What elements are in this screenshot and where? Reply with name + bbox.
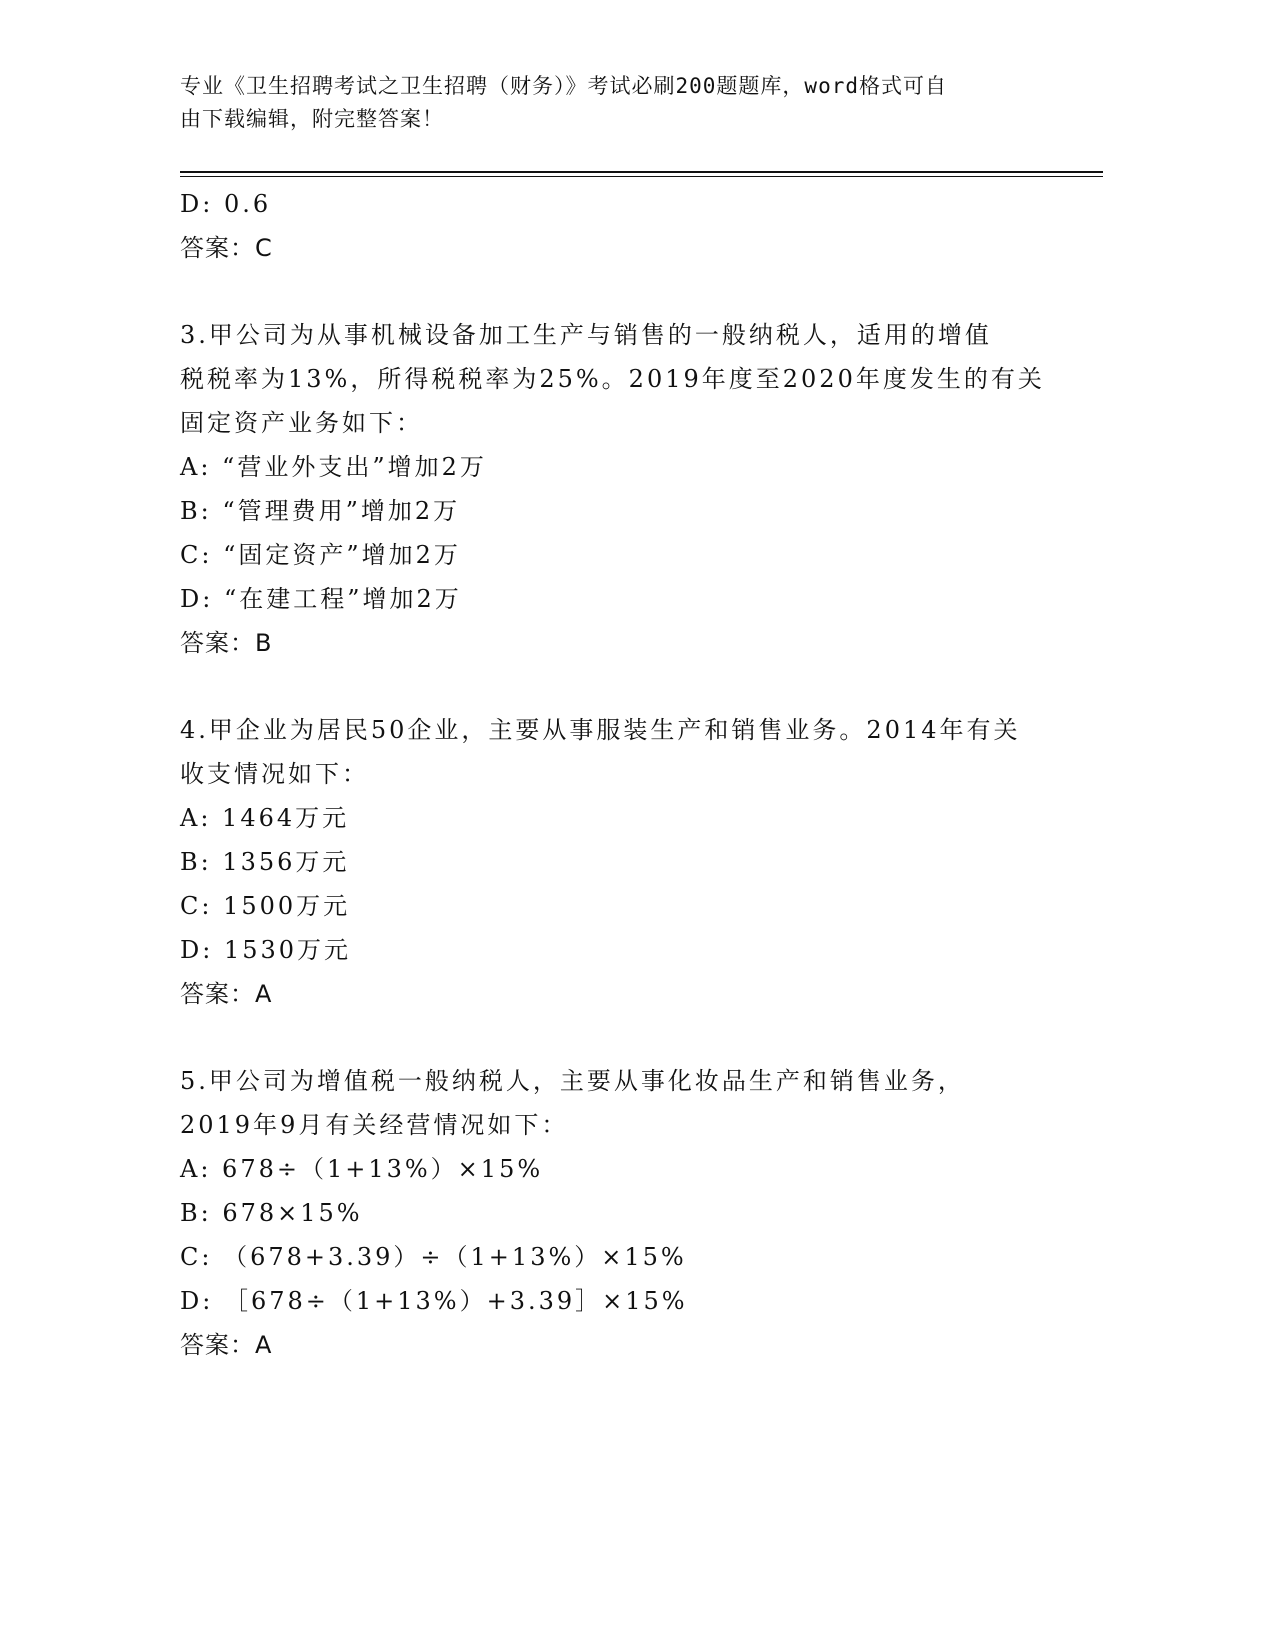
spacer (180, 665, 1060, 708)
question-stem-line: 固定资产业务如下： (180, 409, 423, 437)
question-stem-line: 5.甲公司为增值税一般纳税人，主要从事化妆品生产和销售业务， (180, 1067, 965, 1095)
question-4 (180, 708, 1060, 1016)
option-d: D: 1530万元 (180, 936, 352, 964)
option-d: D: 0.6 (180, 190, 272, 218)
option-c: C: 1500万元 (180, 892, 351, 920)
option-c: C: “固定资产”增加2万 (180, 541, 461, 569)
question-5 (180, 1059, 1060, 1367)
header-divider-thin (180, 176, 1103, 177)
option-b: B: 678×15% (180, 1199, 363, 1227)
question-stem-line: 2019年9月有关经营情况如下： (180, 1111, 569, 1139)
answer-line: 答案：C (180, 234, 273, 262)
option-b: B: “管理费用”增加2万 (180, 497, 461, 525)
header-divider-thick (180, 171, 1103, 173)
header-line-2: 由下载编辑，附完整答案！ (180, 107, 444, 131)
previous-question-tail (180, 182, 1060, 270)
option-d: D: ［678÷（1+13%）+3.39］×15% (180, 1287, 688, 1315)
answer-line: 答案：B (180, 629, 273, 657)
option-a: A: 1464万元 (180, 804, 350, 832)
option-a: A: 678÷（1+13%）×15% (180, 1155, 544, 1183)
answer-line: 答案：A (180, 1331, 273, 1359)
question-3 (180, 313, 1060, 665)
header-line-1: 专业《卫生招聘考试之卫生招聘（财务）》考试必刷200题题库，word格式可自 (180, 74, 947, 98)
option-c: C: （678+3.39）÷（1+13%）×15% (180, 1243, 687, 1271)
spacer (180, 1016, 1060, 1059)
option-d: D: “在建工程”增加2万 (180, 585, 462, 613)
question-stem-line: 3.甲公司为从事机械设备加工生产与销售的一般纳税人，适用的增值 (180, 321, 992, 349)
question-stem-line: 收支情况如下： (180, 760, 369, 788)
spacer (180, 270, 1060, 313)
question-content (180, 182, 1060, 1367)
answer-line: 答案：A (180, 980, 273, 1008)
option-b: B: 1356万元 (180, 848, 350, 876)
question-stem-line: 税税率为13%，所得税税率为25%。2019年度至2020年度发生的有关 (180, 365, 1045, 393)
question-stem-line: 4.甲企业为居民50企业，主要从事服装生产和销售业务。2014年有关 (180, 716, 1021, 744)
option-a: A: “营业外支出”增加2万 (180, 453, 487, 481)
page-header (180, 70, 1060, 136)
